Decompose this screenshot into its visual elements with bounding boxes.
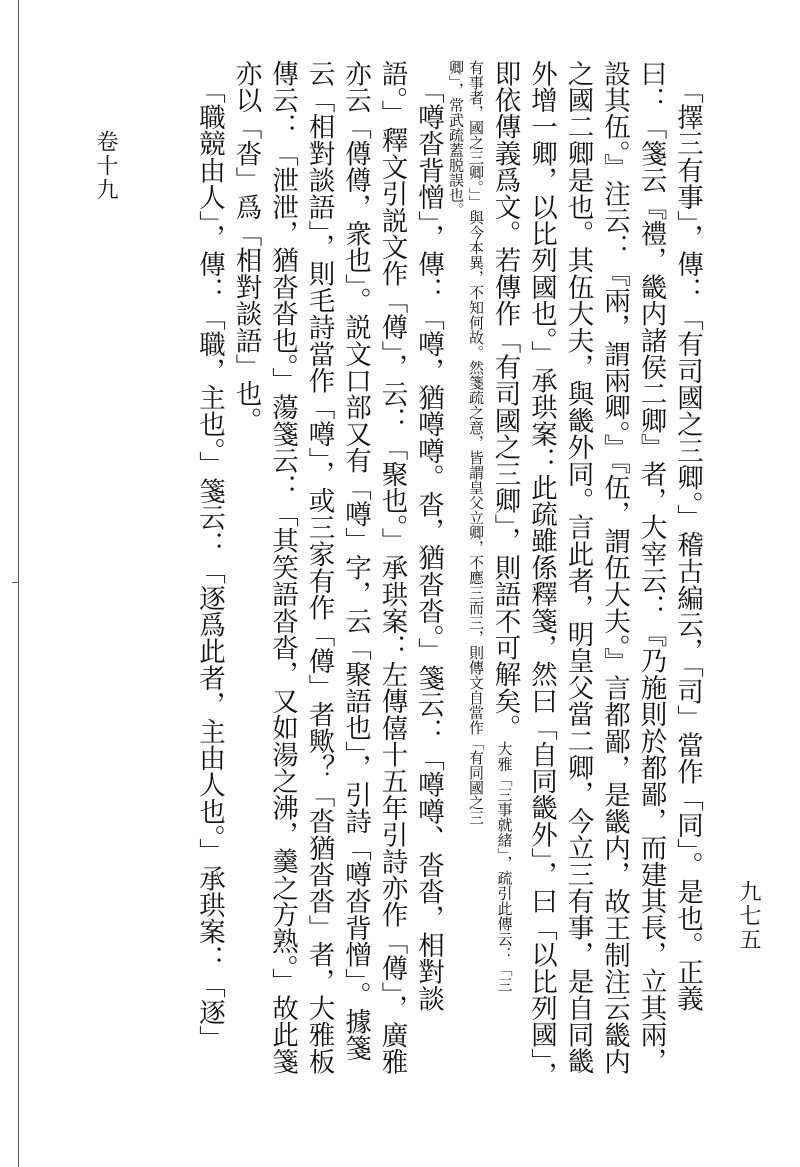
inline-note: 大雅「三事就緒」，疏引此傳云：「三 [495,740,514,992]
text-column: 之國二卿是也。其伍大夫，與畿外同。言此者，明皇父當二卿，今立三有事，是自同畿 [562,60,594,1075]
page-edge-line [18,0,19,1167]
text-column: 「噂沓背憎」，傳：「噂，猶噂噂。沓，猶沓沓。」箋云：「噂噂、沓沓，相對談 [413,77,444,1012]
page-number: 九七五 [736,880,761,952]
text-column: 語。」釋文引説文作「僔」，云：「聚也。」承珙案：左傳僖十五年引詩亦作「僔」，廣雅 [376,60,408,1075]
text-column-part: 即依傳義爲文。若傳作「有司國之三卿」，則語不可解矣。 [489,60,521,741]
text-column: 曰：「箋云『禮，畿内諸侯二卿』者，大宰云：『乃施則於都鄙，而建其長，立其兩， [635,60,667,1075]
chapter-title: 卷十九 [93,130,118,202]
text-column: 「職競由人」，傳：「職，主也。」箋云：「逐爲此者，主由人也。」承珙案：「逐」 [194,77,225,1052]
text-column: 亦以「沓」爲「相對談語」也。 [230,60,262,434]
text-column: 云「相對談語」，則毛詩當作「噂」，或三家有作「僔」者歟？「沓猶沓沓」者，大雅板 [303,60,335,1075]
text-column-part: 外增一卿，以比列國也。」承珙案：此疏雖係釋箋，然曰「自同畿外」，曰「以比列國」， [526,60,557,1089]
text-column [486,60,523,1105]
note-column: 卿」，常武疏蓋脱誤也。 [447,60,465,218]
text-column: 亦云「僔僔，衆也」。説文口部又有「噂」字，云「聚語也」，引詩「噂沓背憎」。據箋 [340,60,371,1062]
text-column: 「擇三有事」，傳：「有司國之三卿。」稽古編云，「司」當作「同」。是也。正義 [672,77,703,1012]
note-column: 有事者，國之三卿。」」與今本異，不知何故。然箋疏之意，皆謂皇父立卿，不應三而三，則傳文自當作「有同國之三 [467,60,485,825]
text-column [523,60,560,1105]
text-column: 設其伍。』注云：『兩，謂兩卿。』『伍，謂伍大夫。』言都鄙，是畿内，故王制注云畿内 [599,60,630,1075]
text-body [95,60,705,1105]
text-column: 傳云：「泄泄，猶沓沓也。」蕩箋云：「其笑語沓沓，又如湯之沸，羹之方熟。」故此箋 [267,60,298,1075]
page-edge-tick [12,582,19,583]
